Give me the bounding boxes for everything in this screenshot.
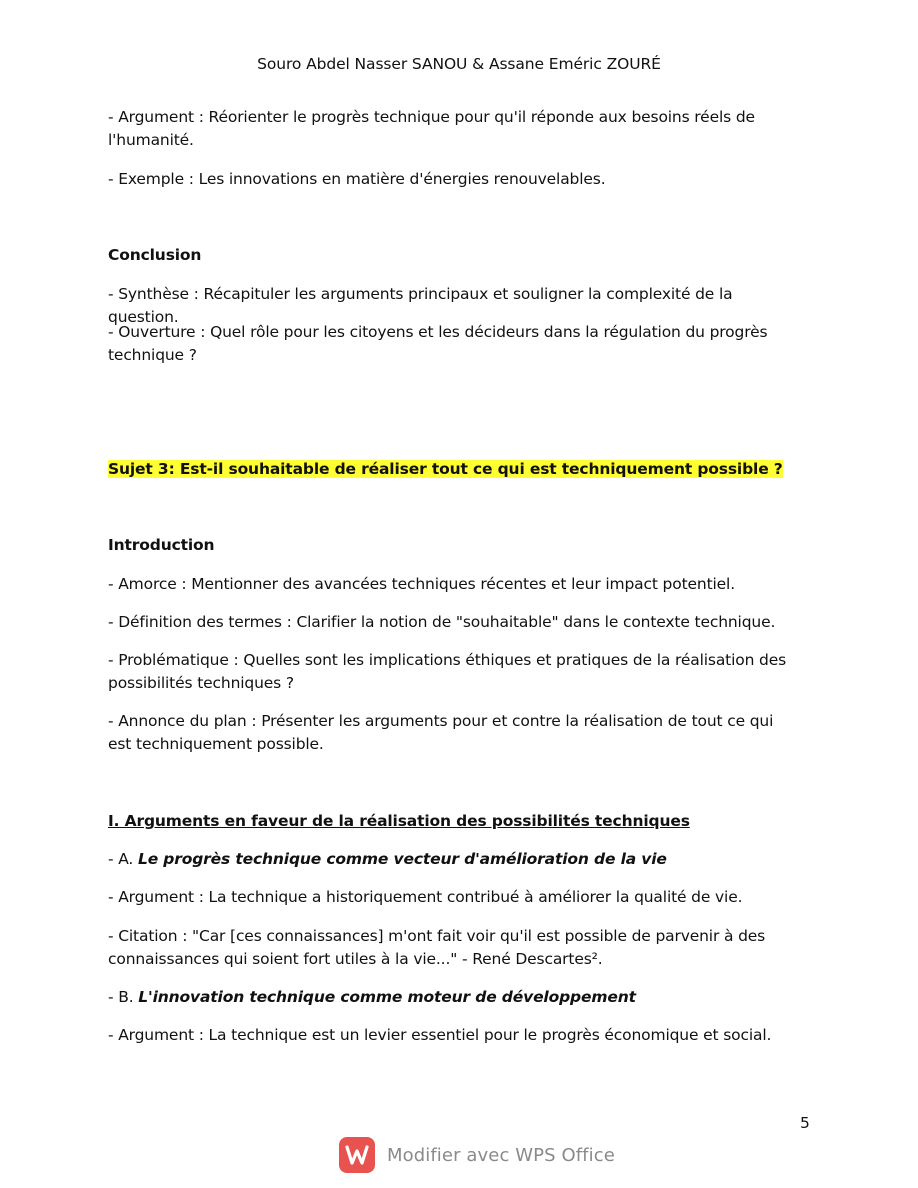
subsection-a-prefix: - A.	[108, 850, 138, 868]
paragraph: - Annonce du plan : Présenter les arguments pour et contre la réalisation de tout ce qui est techniquement possible.	[108, 712, 774, 753]
paragraph: - Citation : "Car [ces connaissances] m'ont fait voir qu'il est possible de parvenir à des connaissances qui soient fort utiles à la vie..." - René Descartes².	[108, 927, 766, 968]
section-1-heading	[108, 810, 798, 833]
paragraph: - Argument : Réorienter le progrès technique pour qu'il réponde aux besoins réels de l'humanité.	[108, 108, 755, 149]
conclusion-heading: Conclusion	[108, 246, 202, 264]
paragraph: - Exemple : Les innovations en matière d'énergies renouvelables.	[108, 170, 606, 188]
paragraph: - Problématique : Quelles sont les implications éthiques et pratiques de la réalisation des possibilités techniques ?	[108, 651, 787, 692]
paragraph: - Définition des termes : Clarifier la notion de "souhaitable" dans le contexte technique.	[108, 613, 776, 631]
paragraph: - Ouverture : Quel rôle pour les citoyens et les décideurs dans la régulation du progrès technique ?	[108, 323, 768, 364]
wps-office-logo-icon	[339, 1137, 375, 1173]
subsection-b	[108, 986, 798, 1009]
introduction-heading: Introduction	[108, 536, 215, 554]
wps-edit-banner[interactable]	[339, 1137, 615, 1173]
paragraph: - Argument : La technique a historiquement contribué à améliorer la qualité de vie.	[108, 888, 743, 906]
section-1-heading-text: I. Arguments en faveur de la réalisation des possibilités techniques	[108, 812, 690, 830]
subsection-b-title: L'innovation technique comme moteur de développement	[138, 988, 636, 1006]
paragraph: - Synthèse : Récapituler les arguments principaux et souligner la complexité de la question.	[108, 285, 733, 326]
sujet-3-highlight: Sujet 3: Est-il souhaitable de réaliser tout ce qui est techniquement possible ?	[108, 460, 783, 478]
paragraph: - Argument : La technique est un levier essentiel pour le progrès économique et social.	[108, 1026, 772, 1044]
subsection-a-title: Le progrès technique comme vecteur d'amélioration de la vie	[137, 850, 667, 868]
subsection-b-prefix: - B.	[108, 988, 139, 1006]
wps-edit-label[interactable]: Modifier avec WPS Office	[387, 1144, 615, 1166]
page-number: 5	[800, 1114, 810, 1132]
subsection-a	[108, 848, 798, 871]
paragraph: - Amorce : Mentionner des avancées techniques récentes et leur impact potentiel.	[108, 575, 735, 593]
page-header: Souro Abdel Nasser SANOU & Assane Eméric ZOURÉ	[257, 55, 661, 73]
sujet-3-heading	[108, 458, 798, 481]
